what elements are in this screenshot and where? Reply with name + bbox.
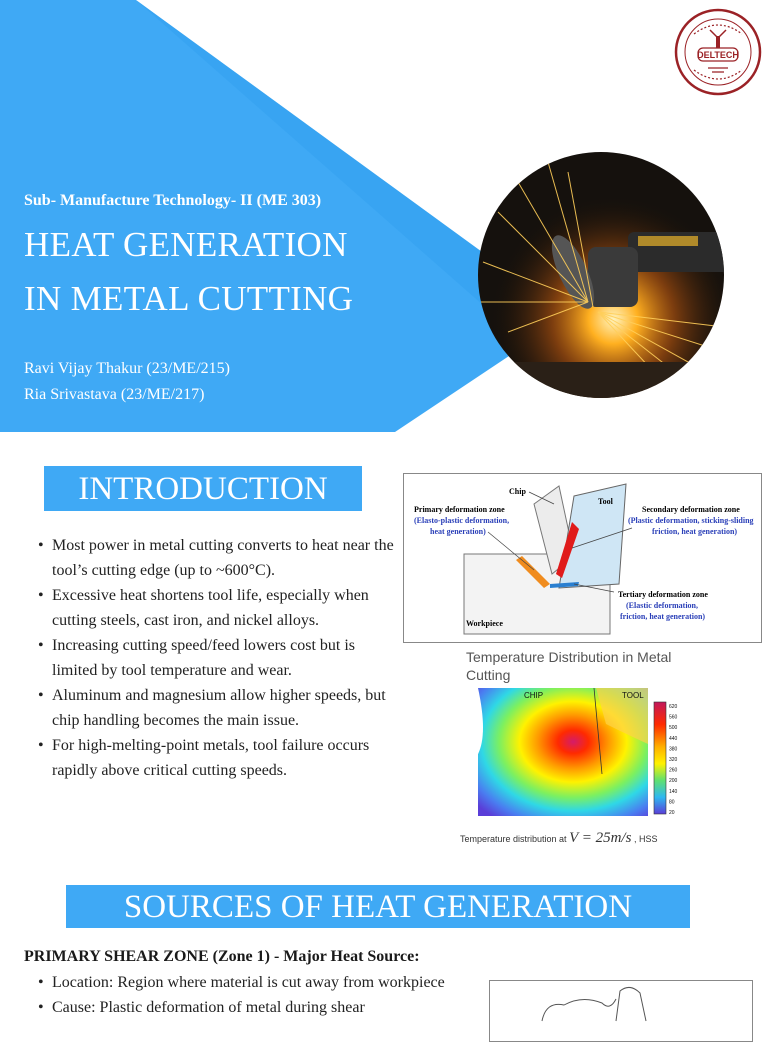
author-1: Ravi Vijay Thakur (23/ME/215): [24, 360, 230, 377]
page-title: [24, 218, 353, 326]
scale-tick-label: 320: [669, 757, 678, 763]
grinder-sparks-photo: [478, 152, 724, 398]
temperature-figure-caption: [460, 830, 700, 847]
primary-shear-zone-title: PRIMARY SHEAR ZONE (Zone 1) - Major Heat Source:: [24, 948, 420, 965]
scale-tick-label: 80: [669, 799, 675, 806]
primary-zone-desc-2: heat generation): [430, 527, 486, 536]
scale-tick-label: 620: [669, 704, 678, 710]
caption-velocity: V = 25m/s: [569, 830, 632, 846]
chip-region-label: CHIP: [524, 691, 544, 700]
title-line-2: IN METAL CUTTING: [24, 279, 354, 318]
introduction-list: [24, 533, 394, 783]
scale-tick-label: 500: [669, 725, 678, 732]
list-item: • Most power in metal cutting converts to heat near the tool’s cutting edge (up to ~600°C).: [24, 533, 394, 583]
caption-prefix: Temperature distribution at: [460, 834, 567, 844]
scale-tick-label: 560: [669, 714, 678, 721]
sources-list: [24, 970, 464, 1020]
scale-tick-label: 200: [669, 778, 678, 785]
temperature-map: [456, 684, 703, 830]
list-item: • Cause: Plastic deformation of metal during shear: [24, 995, 464, 1020]
scale-tick-label: 140: [669, 788, 678, 795]
list-item: • Increasing cutting speed/feed lowers cost but is limited by tool temperature and wear.: [24, 633, 394, 683]
tertiary-zone-desc-1: (Elastic deformation,: [626, 601, 698, 610]
tertiary-zone-desc-2: friction, heat generation): [620, 612, 706, 621]
scale-tick-label: 380: [669, 746, 678, 753]
chip-label: Chip: [509, 487, 526, 496]
primary-zone-title: Primary deformation zone: [414, 505, 505, 514]
secondary-zone-desc-2: friction, heat generation): [652, 527, 738, 536]
scale-tick-label: 20: [669, 810, 675, 816]
title-banner: [0, 0, 768, 432]
introduction-heading: INTRODUCTION: [44, 466, 362, 511]
scale-tick-label: 260: [669, 767, 678, 774]
primary-zone-desc-1: (Elasto-plastic deformation,: [414, 516, 510, 525]
caption-suffix: , HSS: [633, 834, 658, 844]
secondary-zone-title: Secondary deformation zone: [642, 505, 740, 514]
list-item: • Excessive heat shortens tool life, especially when cutting steels, cast iron, and nickel alloys.: [24, 583, 394, 633]
shear-zone-figure: [489, 980, 753, 1042]
author-list: [24, 356, 230, 408]
color-scale-bar: [654, 702, 666, 814]
author-2: Ria Srivastava (23/ME/217): [24, 386, 205, 403]
tool-label: Tool: [598, 497, 613, 506]
list-item: • For high-melting-point metals, tool failure occurs rapidly above critical cutting speeds.: [24, 733, 394, 783]
subject-line: Sub- Manufacture Technology- II (ME 303): [24, 192, 322, 209]
scale-tick-label: 440: [669, 735, 678, 742]
tool-region-label: TOOL: [622, 691, 644, 700]
list-item: • Location: Region where material is cut away from workpiece: [24, 970, 464, 995]
color-scale-labels: [669, 704, 678, 816]
tertiary-zone-title: Tertiary deformation zone: [618, 590, 708, 599]
list-item: • Aluminum and magnesium allow higher speeds, but chip handling becomes the main issue.: [24, 683, 394, 733]
workpiece-label: Workpiece: [466, 619, 503, 628]
secondary-zone-desc-1: (Plastic deformation, sticking-sliding: [628, 516, 754, 525]
sources-heading: SOURCES OF HEAT GENERATION: [66, 885, 690, 928]
deformation-zones-figure: [403, 473, 762, 643]
title-line-1: HEAT GENERATION: [24, 225, 348, 264]
temperature-figure-title: Temperature Distribution in Metal Cutting: [466, 649, 672, 683]
university-logo: [674, 8, 762, 96]
temperature-distribution-figure: [456, 646, 703, 852]
logo-text: DELTECH: [697, 50, 739, 60]
